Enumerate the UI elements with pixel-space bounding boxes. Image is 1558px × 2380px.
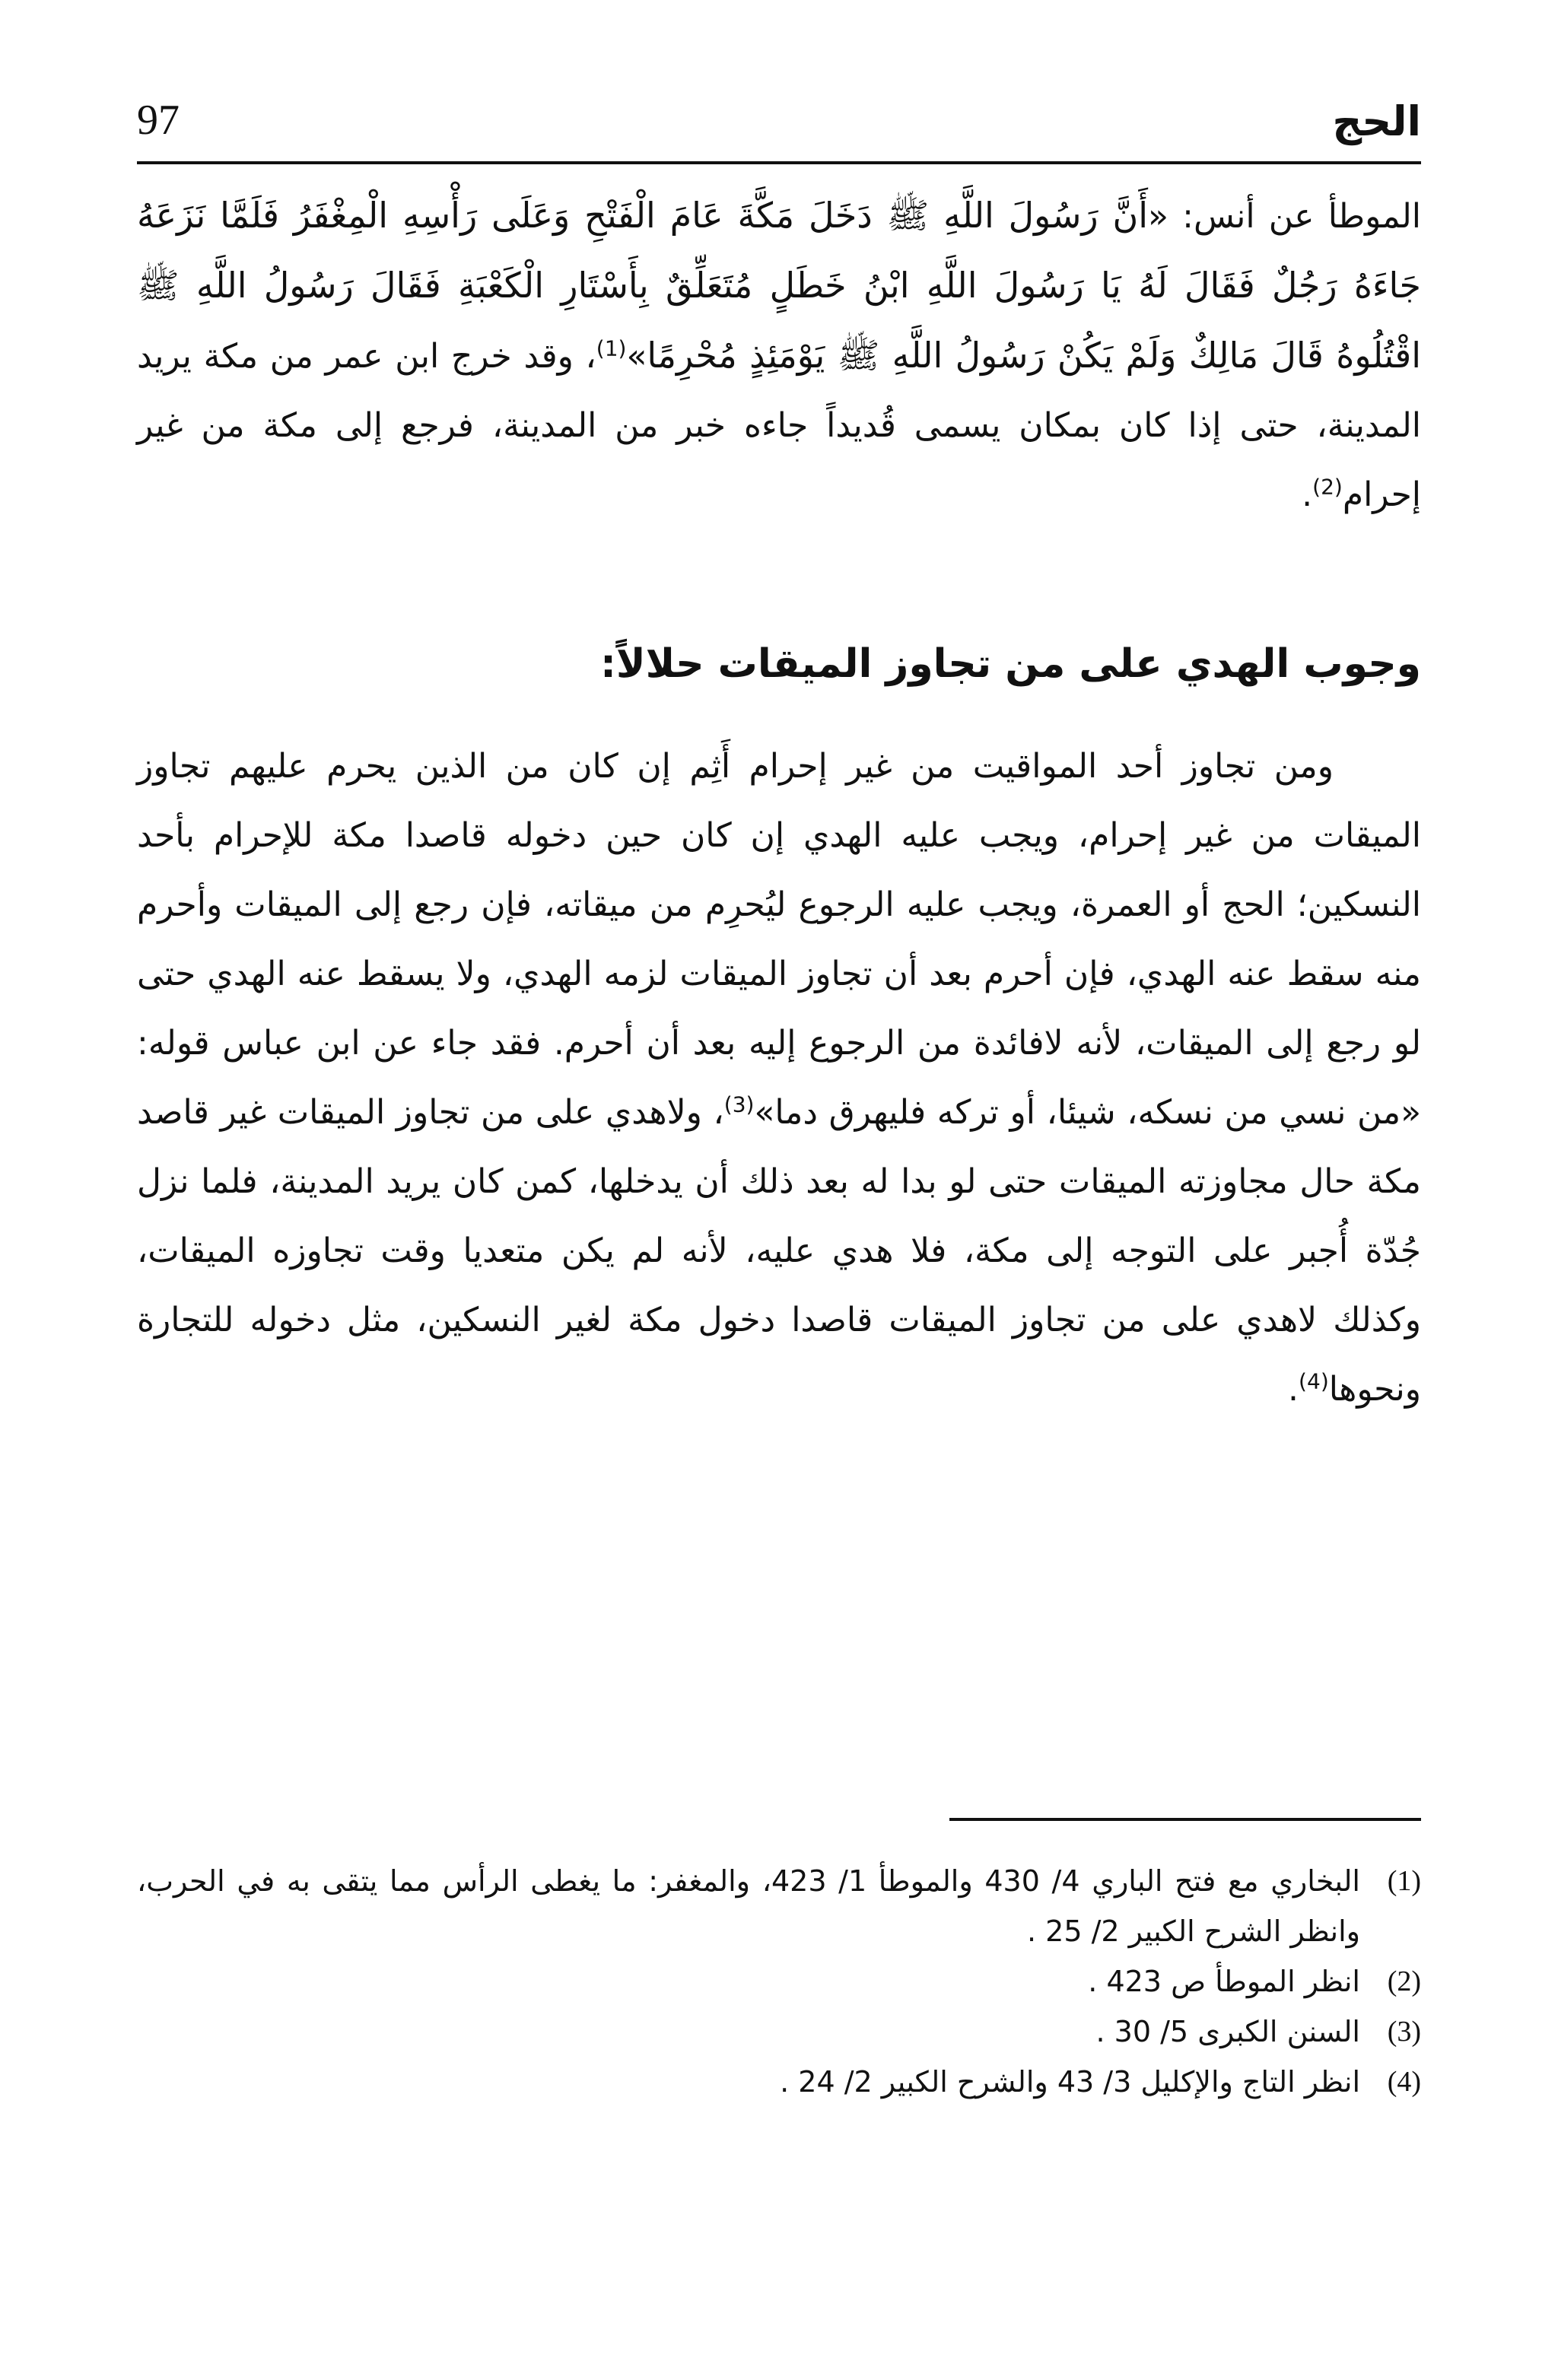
footnote-2 <box>137 1956 1421 2007</box>
chapter-title: الحج <box>1332 97 1421 145</box>
paragraph-muwatta-narration <box>137 181 1421 529</box>
footnotes-list <box>137 1856 1421 2107</box>
footnote-text: البخاري مع فتح الباري 4/ 430 والموطأ 1/ 423، والمغفر: ما يغطى الرأس مما يتقى به في الحرب، وانظر الشرح الكبير 2/ 25 . <box>137 1864 1360 1948</box>
paragraph-end: . <box>1288 1370 1299 1409</box>
quote-close: » <box>626 337 647 376</box>
footnote-divider <box>949 1818 1421 1821</box>
paragraph-lead: الموطأ عن أنس: « <box>1148 197 1421 236</box>
footnote-ref-1[interactable]: (1) <box>596 335 627 361</box>
paragraph-part-1: ومن تجاوز أحد المواقيت من غير إحرام أَثِم إن كان من الذين يحرم عليهم تجاوز الميقات من غير إحرام، ويجب عليه الهدي إن كان حين دخوله قاصدا مكة للإحرام بأحد النسكين؛ الحج أو العمرة، ويجب عليه الرجوع ليُحرِم من ميقاته، فإن رجع إلى الميقات وأحرم منه سقط عنه الهدي، فإن أحرم بعد أن تجاوز الميقات لزمه الهدي، ولا يسقط عنه الهدي حتى لو رجع إلى الميقات، لأنه لافائدة من الرجوع إليه بعد أن أحرم. فقد جاء عن ابن عباس قوله: «من نسي من نسكه، شيئا، أو تركه فليهرق دما» <box>137 747 1422 1132</box>
running-header <box>137 87 1421 156</box>
footnote-marker: (1) <box>1387 1865 1421 1897</box>
footnote-4 <box>137 2057 1421 2107</box>
paragraph-end: . <box>1302 475 1313 514</box>
footnote-marker: (3) <box>1387 2016 1421 2048</box>
section-heading: وجوب الهدي على من تجاوز الميقات حلالاً: <box>600 641 1421 687</box>
footnote-marker: (4) <box>1387 2066 1421 2098</box>
footnote-ref-3[interactable]: (3) <box>723 1091 755 1117</box>
footnote-text: انظر الموطأ ص 423 . <box>1088 1965 1360 1998</box>
footnote-3 <box>137 2007 1421 2057</box>
page-number: 97 <box>137 97 180 144</box>
hadith-quote: أَنَّ رَسُولَ اللَّهِ ﷺ دَخَلَ مَكَّةَ عَامَ الْفَتْحِ وَعَلَى رَأْسِهِ الْمِغْفَرُ فَلَمَّا نَزَعَهُ جَاءَهُ رَجُلٌ فَقَالَ لَهُ يَا رَسُولَ اللَّهِ ابْنُ خَطَلٍ مُتَعَلِّقٌ بِأَسْتَارِ الْكَعْبَةِ فَقَالَ رَسُولُ اللَّهِ ﷺ اقْتُلُوهُ قَالَ مَالِكٌ وَلَمْ يَكُنْ رَسُولُ اللَّهِ ﷺ يَوْمَئِذٍ مُحْرِمًا <box>137 195 1421 376</box>
footnote-text: السنن الكبرى 5/ 30 . <box>1095 2015 1360 2048</box>
footnote-1 <box>137 1856 1421 1956</box>
paragraph-hady-obligation <box>137 732 1421 1424</box>
footnote-marker: (2) <box>1387 1965 1421 1997</box>
footnote-ref-2[interactable]: (2) <box>1312 474 1343 500</box>
header-divider <box>137 161 1421 164</box>
footnote-text: انظر التاج والإكليل 3/ 43 والشرح الكبير 2/ 24 . <box>780 2065 1360 2099</box>
paragraph-part-2: ، ولاهدي على من تجاوز الميقات غير قاصد مكة حال مجاوزته الميقات حتى لو بدا له بعد ذلك أن يدخلها، كمن كان يريد المدينة، فلما نزل جُدّة أُجبر على التوجه إلى مكة، فلا هدي عليه، لأنه لم يكن متعديا وقت تجاوزه الميقات، وكذلك لاهدي على من تجاوز الميقات قاصدا دخول مكة لغير النسكين، مثل دخوله للتجارة ونحوها <box>137 1093 1421 1409</box>
footnote-ref-4[interactable]: (4) <box>1299 1368 1329 1394</box>
paragraph-continuation: ، وقد خرج ابن عمر من مكة يريد المدينة، حتى إذا كان بمكان يسمى قُديداً جاءه خبر من المدينة، فرجع إلى مكة من غير إحرام <box>137 337 1421 514</box>
